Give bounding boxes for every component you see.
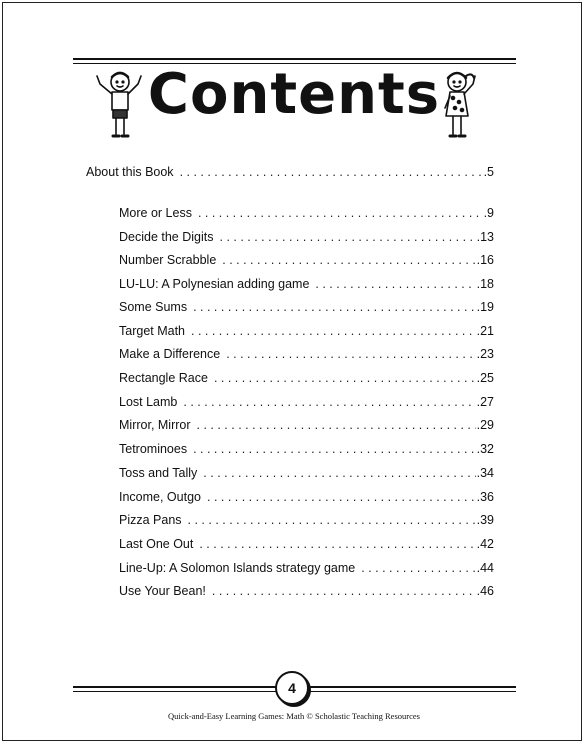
dot-leader xyxy=(315,277,475,291)
toc-entry[interactable] xyxy=(119,418,494,432)
dot-leader xyxy=(220,230,476,244)
toc-entry-label: Toss and Tally xyxy=(119,466,198,480)
toc-entry[interactable] xyxy=(119,584,494,598)
toc-entry-page: .23 xyxy=(476,347,494,361)
toc-entry-page: .19 xyxy=(476,300,494,314)
toc-entry-page: .5 xyxy=(483,165,494,179)
toc-entry-page: .18 xyxy=(476,277,494,291)
toc-entry-page: .27 xyxy=(476,395,494,409)
toc-entry-label: Decide the Digits xyxy=(119,230,214,244)
dot-leader xyxy=(203,466,475,480)
dot-leader xyxy=(222,253,475,267)
toc-entry[interactable] xyxy=(119,347,494,361)
toc-entry-label: Pizza Pans xyxy=(119,513,182,527)
toc-entry-label: Mirror, Mirror xyxy=(119,418,191,432)
page-number: 4 xyxy=(275,671,309,705)
toc-entry-label: Some Sums xyxy=(119,300,188,314)
toc-entry[interactable] xyxy=(119,513,494,527)
toc-entry[interactable] xyxy=(119,371,494,385)
dot-leader xyxy=(191,324,476,338)
toc-entry[interactable] xyxy=(119,466,494,480)
toc-entry[interactable] xyxy=(119,230,494,244)
toc-entry-label: LU-LU: A Polynesian adding game xyxy=(119,277,310,291)
toc-entry[interactable] xyxy=(119,561,494,575)
dot-leader xyxy=(183,395,475,409)
dot-leader xyxy=(198,206,483,220)
toc-entry[interactable] xyxy=(119,206,494,220)
toc-entry-page: .13 xyxy=(476,230,494,244)
toc-entry-page: .44 xyxy=(476,561,494,575)
dot-leader xyxy=(197,418,476,432)
toc-entry[interactable] xyxy=(119,300,494,314)
toc-entry[interactable] xyxy=(119,395,494,409)
dot-leader xyxy=(207,490,476,504)
toc-entry-page: .46 xyxy=(476,584,494,598)
footer-credit: Quick-and-Easy Learning Games: Math © Scholastic Teaching Resources xyxy=(168,711,420,721)
toc-entry-label: About this Book xyxy=(86,165,174,179)
dot-leader xyxy=(180,165,483,179)
toc-entry[interactable] xyxy=(119,253,494,267)
toc-entry-label: Last One Out xyxy=(119,537,194,551)
toc-entry-label: Tetrominoes xyxy=(119,442,188,456)
toc-entry[interactable] xyxy=(119,537,494,551)
toc-entry-page: .16 xyxy=(476,253,494,267)
toc-entry-page: .32 xyxy=(476,442,494,456)
dot-leader xyxy=(214,371,476,385)
toc-entry-label: Number Scrabble xyxy=(119,253,217,267)
page-title: Contents xyxy=(147,62,441,127)
toc-entry-label: Use Your Bean! xyxy=(119,584,206,598)
toc-entry[interactable] xyxy=(119,277,494,291)
toc-entry-page: .9 xyxy=(483,206,494,220)
toc-entry-label: More or Less xyxy=(119,206,192,220)
toc-entry-label: Make a Difference xyxy=(119,347,221,361)
toc-entry-page: .34 xyxy=(476,466,494,480)
toc-entry-label: Lost Lamb xyxy=(119,395,178,409)
toc-entry-label: Target Math xyxy=(119,324,186,338)
dot-leader xyxy=(226,347,475,361)
toc-entry-label: Rectangle Race xyxy=(119,371,208,385)
toc-entry-page: .36 xyxy=(476,490,494,504)
toc-entry[interactable] xyxy=(119,490,494,504)
toc-entry-page: .25 xyxy=(476,371,494,385)
toc-entry[interactable] xyxy=(86,165,494,179)
dot-leader xyxy=(193,442,476,456)
dot-leader xyxy=(199,537,475,551)
dot-leader xyxy=(361,561,475,575)
dot-leader xyxy=(212,584,476,598)
toc-entry-page: .42 xyxy=(476,537,494,551)
toc-entry-page: .29 xyxy=(476,418,494,432)
dot-leader xyxy=(188,513,476,527)
dot-leader xyxy=(193,300,476,314)
toc-entry[interactable] xyxy=(119,442,494,456)
toc-entry-page: .21 xyxy=(476,324,494,338)
toc-entry-page: .39 xyxy=(476,513,494,527)
toc-entry-label: Line-Up: A Solomon Islands strategy game xyxy=(119,561,356,575)
toc-entry-label: Income, Outgo xyxy=(119,490,201,504)
toc-entry[interactable] xyxy=(119,324,494,338)
